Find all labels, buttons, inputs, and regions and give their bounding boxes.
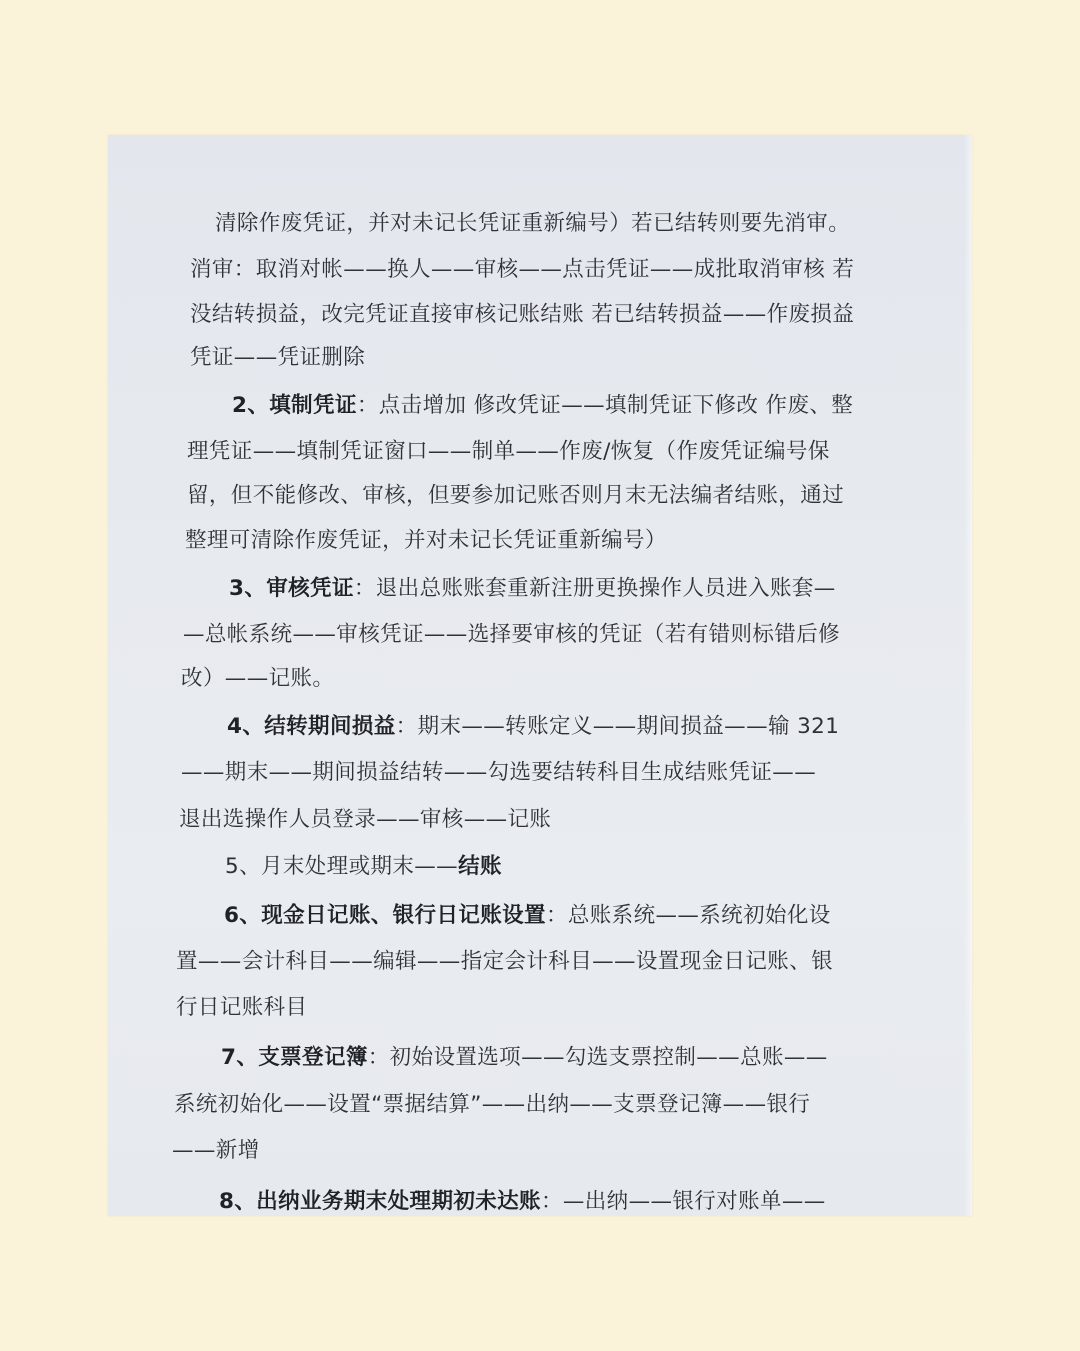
section-heading: 7、支票登记簿	[221, 1045, 368, 1070]
section-4-line: 4、结转期间损益：期末——转账定义——期间损益——输 321	[227, 714, 840, 739]
text-line: 系统初始化——设置“票据结算”——出纳——支票登记簿——银行	[174, 1092, 811, 1117]
text-line: 清除作废凭证，并对未记长凭证重新编号）若已结转则要先消审。	[215, 211, 851, 236]
section-8-line: 8、出纳业务期末处理期初未达账：—出纳——银行对账单——	[219, 1189, 826, 1214]
section-heading: 6、现金日记账、银行日记账设置	[224, 903, 546, 928]
text-line: ——新增	[172, 1138, 260, 1163]
text-line: 置——会计科目——编辑——指定会计科目——设置现金日记账、银	[176, 949, 834, 974]
section-5-line: 5、月末处理或期末——结账	[225, 854, 502, 879]
text-line: 凭证——凭证删除	[190, 345, 366, 370]
section-3-line: 3、审核凭证：退出总账账套重新注册更换操作人员进入账套—	[229, 576, 836, 601]
text-line: 退出选操作人员登录——审核——记账	[179, 807, 552, 832]
text-line: 改）——记账。	[181, 666, 335, 691]
text-line: 行日记账科目	[176, 995, 308, 1020]
text-line: —总帐系统——审核凭证——选择要审核的凭证（若有错则标错后修	[183, 622, 841, 647]
text-line: 没结转损益，改完凭证直接审核记账结账 若已结转损益——作废损益	[190, 302, 855, 327]
text-line: 留，但不能修改、审核，但要参加记账否则月末无法编者结账，通过	[187, 483, 845, 508]
section-heading: 4、结转期间损益	[227, 714, 396, 739]
section-heading: 3、审核凭证	[229, 576, 354, 601]
section-heading: 2、填制凭证	[232, 393, 357, 418]
section-heading: 8、出纳业务期末处理期初未达账	[219, 1189, 541, 1214]
section-6-line: 6、现金日记账、银行日记账设置：总账系统——系统初始化设	[224, 903, 831, 928]
text-line: 理凭证——填制凭证窗口——制单——作废/恢复（作废凭证编号保	[187, 439, 830, 464]
text-line: 整理可清除作废凭证，并对未记长凭证重新编号）	[185, 528, 667, 553]
section-2-line: 2、填制凭证：点击增加 修改凭证——填制凭证下修改 作废、整	[232, 393, 854, 418]
section-heading: 结账	[458, 854, 502, 879]
document-page	[108, 135, 972, 1216]
text-line: 消审：取消对帐——换人——审核——点击凭证——成批取消审核 若	[190, 257, 855, 282]
section-7-line: 7、支票登记簿：初始设置选项——勾选支票控制——总账——	[221, 1045, 828, 1070]
text-line: ——期末——期间损益结转——勾选要结转科目生成结账凭证——	[181, 760, 817, 785]
